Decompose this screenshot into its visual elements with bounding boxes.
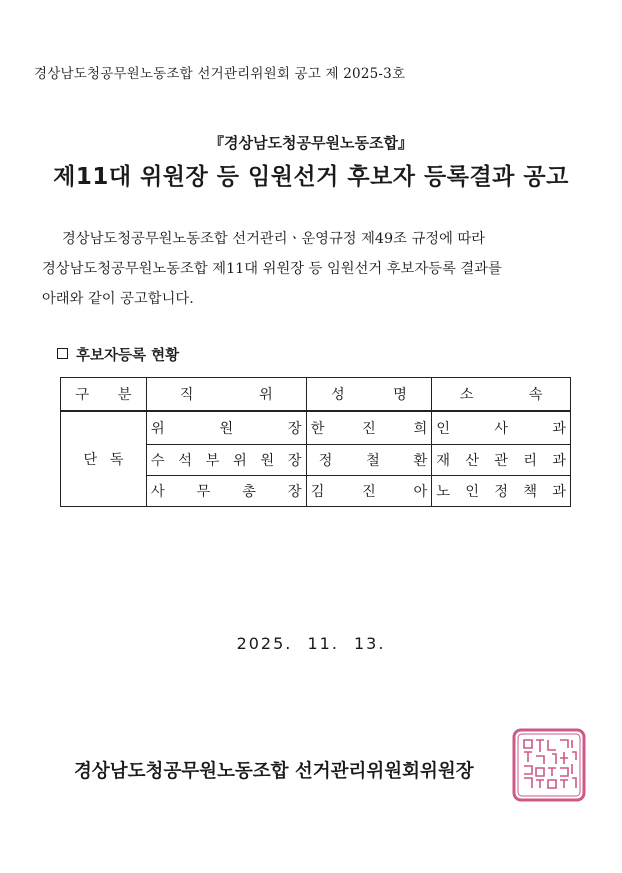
table-row: [61, 411, 571, 445]
department-cell: 인 사 과: [432, 411, 571, 445]
official-seal-stamp: [512, 728, 586, 802]
department-cell: 노 인 정 책 과: [432, 476, 571, 507]
position-cell: 위 원 장: [146, 411, 306, 445]
header-name: 성 명: [306, 378, 432, 412]
section-heading: [57, 344, 179, 365]
header-department: 소 속: [432, 378, 571, 412]
department-cell: 재 산 관 리 과: [432, 445, 571, 476]
section-heading-label: 후보자등록 현황: [76, 348, 180, 364]
body-line-1: 경상남도청공무원노동조합 선거관리ㆍ운영규정 제49조 규정에 따라: [62, 231, 486, 247]
body-line-2: 경상남도청공무원노동조합 제11대 위원장 등 임원선거 후보자등록 결과를: [42, 261, 502, 277]
signature-line: 경상남도청공무원노동조합 선거관리위원회위원장: [74, 761, 474, 782]
document-title: 제11대 위원장 등 임원선거 후보자 등록결과 공고: [53, 164, 569, 190]
name-cell: 김 진 아: [306, 476, 432, 507]
body-paragraph: [42, 224, 590, 314]
position-cell: 수 석 부 위 원 장: [146, 445, 306, 476]
header-category: 구 분: [61, 378, 147, 412]
checkbox-square-icon: [57, 348, 68, 359]
position-cell: 사 무 총 장: [146, 476, 306, 507]
notice-number: 경상남도청공무원노동조합 선거관리위원회 공고 제 2025-3호: [34, 66, 406, 82]
name-cell: 한 진 희: [306, 411, 432, 445]
name-cell: 정 철 환: [306, 445, 432, 476]
document-subtitle: 『경상남도청공무원노동조합』: [209, 134, 413, 152]
notice-date: 2025. 11. 13.: [236, 634, 386, 653]
table-header-row: [61, 378, 571, 412]
body-line-3: 아래와 같이 공고합니다.: [42, 291, 194, 307]
candidate-table: [60, 377, 571, 507]
category-cell: 단 독: [61, 411, 147, 507]
header-position: 직 위: [146, 378, 306, 412]
